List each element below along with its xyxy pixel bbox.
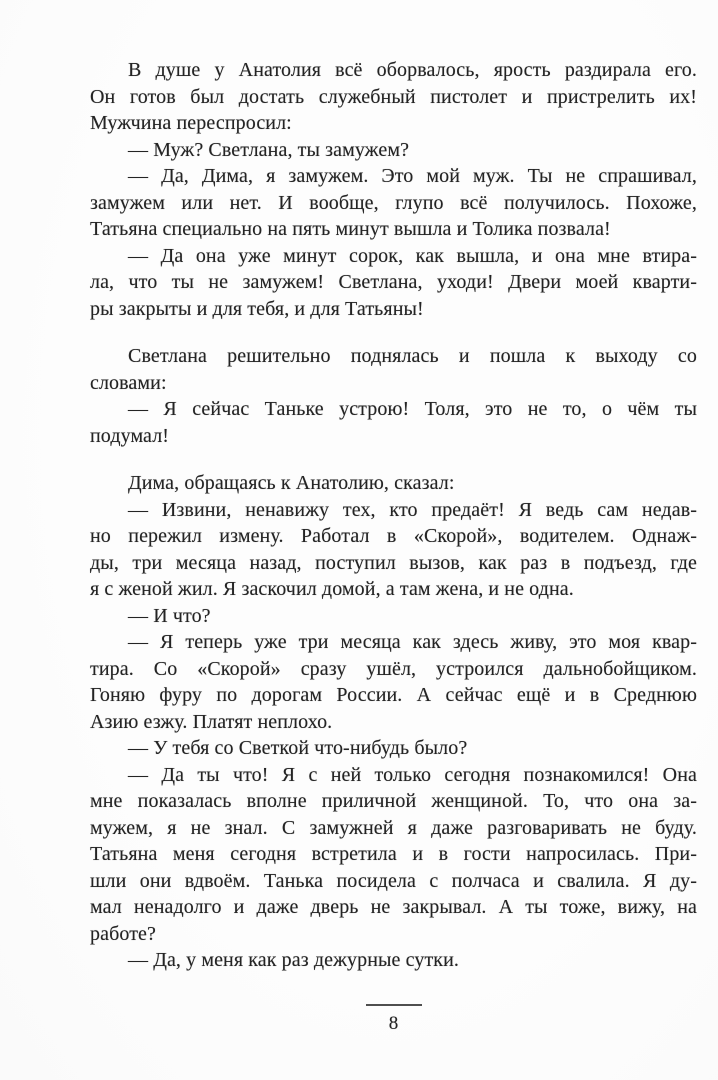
text-line: мне показалась вполне приличной женщиной. То, что она за-	[90, 790, 697, 812]
text-line: — У тебя со Светкой что-нибудь было?	[128, 737, 468, 759]
text-line: — И что?	[128, 604, 211, 627]
page-number: 8	[388, 1012, 399, 1034]
paragraph	[90, 470, 697, 497]
text-line: — Да, Дима, я замужем. Это мой муж. Ты не спрашивал,	[128, 165, 697, 187]
text-line: Гоняю фуру по дорогам России. А сейчас ещё и в Среднюю	[90, 684, 697, 706]
text-line: замужем или нет. И вообще, глупо всё получилось. Похоже,	[90, 191, 697, 214]
text-line: Татьяна меня сегодня встретила и в гости напросилась. При-	[90, 843, 697, 865]
text-line: Мужчина переспросил:	[90, 112, 292, 134]
text-line: но пережил измену. Работал в «Скорой», водителем. Однаж-	[90, 525, 697, 547]
text-line: — Я теперь уже три месяца как здесь живу, это моя квар-	[128, 631, 697, 653]
footer	[90, 1004, 697, 1035]
paragraph	[90, 57, 697, 137]
footer-rule	[366, 1004, 422, 1006]
text-line: мужем, я не знал. С замужней я даже разговаривать не буду.	[90, 816, 697, 839]
text-line: Светлана решительно поднялась и пошла к выходу со	[128, 345, 697, 367]
text-line: ды, три месяца назад, поступил вызов, как раз в подъезд, где	[90, 551, 697, 574]
paragraph	[90, 243, 697, 323]
paragraph	[90, 396, 697, 449]
text-line: я с женой жил. Я заскочил домой, а там жена, и не одна.	[90, 578, 574, 600]
paragraph	[90, 343, 697, 396]
text-line: ла, что ты не замужем! Светлана, уходи! Двери моей кварти-	[90, 271, 697, 293]
text-line: подумал!	[90, 424, 170, 447]
text-line: Азию езжу. Платят неплохо.	[90, 710, 333, 733]
paragraph	[90, 762, 697, 948]
text-line: шли они вдвоём. Танька посидела с полчаса и свалила. Я ду-	[90, 869, 697, 892]
text-line: — Извини, ненавижу тех, кто предаёт! Я ведь сам недав-	[128, 498, 697, 521]
text-line: словами:	[90, 371, 167, 394]
text-line: — Да, у меня как раз дежурные сутки.	[128, 949, 460, 971]
text-line: Дима, обращаясь к Анатолию, сказал:	[128, 472, 455, 494]
paragraph	[90, 163, 697, 243]
text-line: работе?	[90, 922, 156, 945]
paragraph	[90, 603, 697, 630]
text-line: — Муж? Светлана, ты замужем?	[128, 138, 410, 161]
paragraph	[90, 947, 697, 974]
text-line: В душе у Анатолия всё оборвалось, ярость раздирала его.	[128, 59, 697, 81]
text-line: Он готов был достать служебный пистолет и пристрелить их!	[90, 85, 697, 108]
text-line: — Да ты что! Я с ней только сегодня познакомился! Она	[128, 763, 697, 786]
text-line: — Я сейчас Таньке устрою! Толя, это не то, о чём ты	[128, 398, 697, 420]
text-line: Татьяна специально на пять минут вышла и Толика позвала!	[90, 218, 611, 240]
paragraph	[90, 497, 697, 603]
text-line: ры закрыты и для тебя, и для Татьяны!	[90, 297, 424, 320]
paragraph	[90, 629, 697, 735]
text-line: мал ненадолго и даже дверь не закрывал. А ты тоже, вижу, на	[90, 896, 697, 918]
paragraph	[90, 735, 697, 762]
text-line: — Да она уже минут сорок, как вышла, и она мне втира-	[128, 244, 697, 267]
paragraph	[90, 137, 697, 164]
text-line: тира. Со «Скорой» сразу ушёл, устроился дальнобойщиком.	[90, 657, 697, 680]
